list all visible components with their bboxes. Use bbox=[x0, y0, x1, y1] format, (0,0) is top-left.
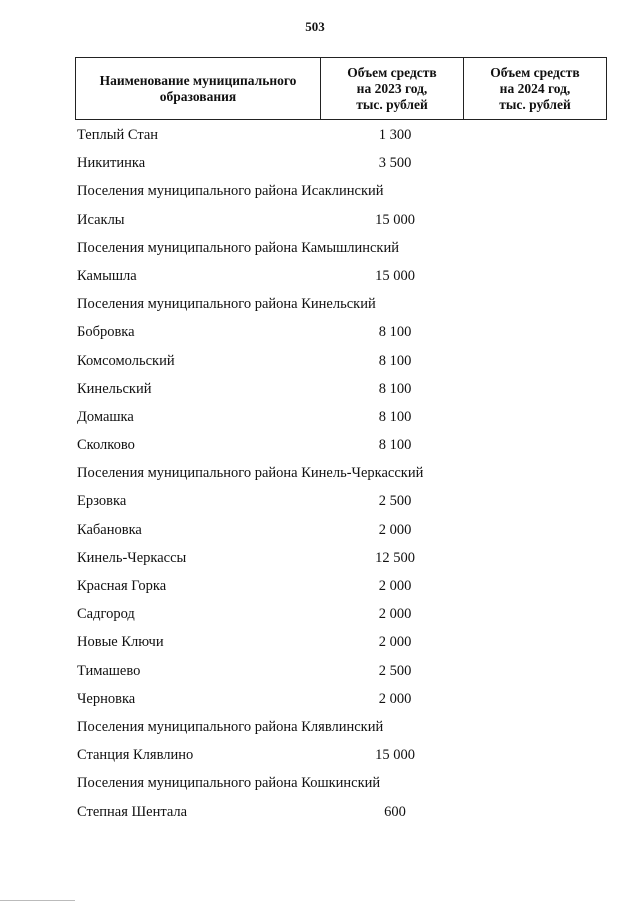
footer-rule bbox=[0, 900, 75, 901]
header-amount-2023: Объем средств на 2023 год, тыс. рублей bbox=[321, 58, 464, 119]
group-name: Поселения муниципального района Клявлинский bbox=[77, 718, 384, 735]
row-value-2023: 8 100 bbox=[378, 380, 412, 397]
row-value-2023: 8 100 bbox=[378, 324, 412, 341]
row-value-2023: 1 300 bbox=[378, 127, 412, 143]
table-row bbox=[0, 120, 630, 148]
table-row bbox=[0, 317, 630, 345]
row-name: Камышла bbox=[77, 267, 137, 284]
row-value-2023: 2 000 bbox=[378, 606, 412, 623]
page-number: 503 bbox=[305, 19, 325, 34]
row-name: Станция Клявлино bbox=[77, 747, 194, 764]
row-value-2023: 2 500 bbox=[378, 662, 412, 679]
table-row bbox=[0, 740, 630, 768]
row-name: Кабановка bbox=[77, 521, 142, 538]
table-row bbox=[0, 599, 630, 627]
row-value-2023: 8 100 bbox=[378, 408, 412, 425]
group-name: Поселения муниципального района Кинель-Черкасский bbox=[77, 465, 424, 482]
table-body bbox=[0, 120, 630, 825]
group-row bbox=[0, 176, 630, 204]
table-row bbox=[0, 374, 630, 402]
row-value-2023: 8 100 bbox=[378, 352, 412, 369]
row-name: Исаклы bbox=[77, 211, 125, 228]
table-row bbox=[0, 486, 630, 514]
row-value-2023: 15 000 bbox=[375, 211, 415, 228]
row-value-2023: 2 000 bbox=[378, 521, 412, 538]
row-value-2023: 12 500 bbox=[375, 549, 415, 566]
row-name: Степная Шентала bbox=[77, 803, 188, 820]
table-row bbox=[0, 261, 630, 289]
table-row bbox=[0, 797, 630, 825]
row-name: Садгород bbox=[77, 606, 135, 623]
row-value-2023: 2 000 bbox=[378, 634, 412, 651]
row-value-2023: 600 bbox=[384, 803, 406, 820]
row-name: Бобровка bbox=[77, 324, 135, 341]
table-row bbox=[0, 430, 630, 458]
table-row bbox=[0, 148, 630, 176]
row-value-2023: 15 000 bbox=[375, 747, 415, 764]
row-name: Комсомольский bbox=[77, 352, 175, 369]
table-row bbox=[0, 205, 630, 233]
group-row bbox=[0, 289, 630, 317]
row-value-2023: 2 500 bbox=[378, 493, 412, 510]
row-name: Домашка bbox=[77, 408, 134, 425]
row-name: Теплый Стан bbox=[77, 127, 159, 143]
row-name: Новые Ключи bbox=[77, 634, 164, 651]
table-row bbox=[0, 515, 630, 543]
group-name: Поселения муниципального района Кинельский bbox=[77, 296, 376, 313]
group-name: Поселения муниципального района Камышлинский bbox=[77, 239, 399, 256]
table-row bbox=[0, 543, 630, 571]
row-value-2023: 2 000 bbox=[378, 578, 412, 594]
row-name: Ерзовка bbox=[77, 493, 127, 510]
group-row bbox=[0, 768, 630, 796]
row-name: Никитинка bbox=[77, 155, 146, 172]
table-row bbox=[0, 571, 630, 599]
group-name: Поселения муниципального района Исаклинский bbox=[77, 183, 384, 200]
group-row bbox=[0, 712, 630, 740]
group-name: Поселения муниципального района Кошкинский bbox=[77, 775, 381, 792]
table-row bbox=[0, 627, 630, 655]
row-name: Тимашево bbox=[77, 662, 141, 679]
row-name: Красная Горка bbox=[77, 578, 167, 594]
table-row bbox=[0, 402, 630, 430]
row-name: Сколково bbox=[77, 437, 135, 454]
table-header bbox=[75, 57, 607, 120]
row-name: Кинельский bbox=[77, 380, 152, 397]
row-value-2023: 2 000 bbox=[378, 690, 412, 707]
table-row bbox=[0, 684, 630, 712]
group-row bbox=[0, 233, 630, 261]
row-name: Черновка bbox=[77, 690, 136, 707]
row-name: Кинель-Черкассы bbox=[77, 549, 187, 566]
row-value-2023: 8 100 bbox=[378, 437, 412, 454]
row-value-2023: 3 500 bbox=[378, 155, 412, 172]
table-row bbox=[0, 346, 630, 374]
table-row bbox=[0, 656, 630, 684]
header-amount-2024: Объем средств на 2024 год, тыс. рублей bbox=[490, 64, 580, 112]
header-municipality-name: Наименование муниципального образования bbox=[76, 58, 321, 119]
group-row bbox=[0, 458, 630, 486]
row-value-2023: 15 000 bbox=[375, 267, 415, 284]
